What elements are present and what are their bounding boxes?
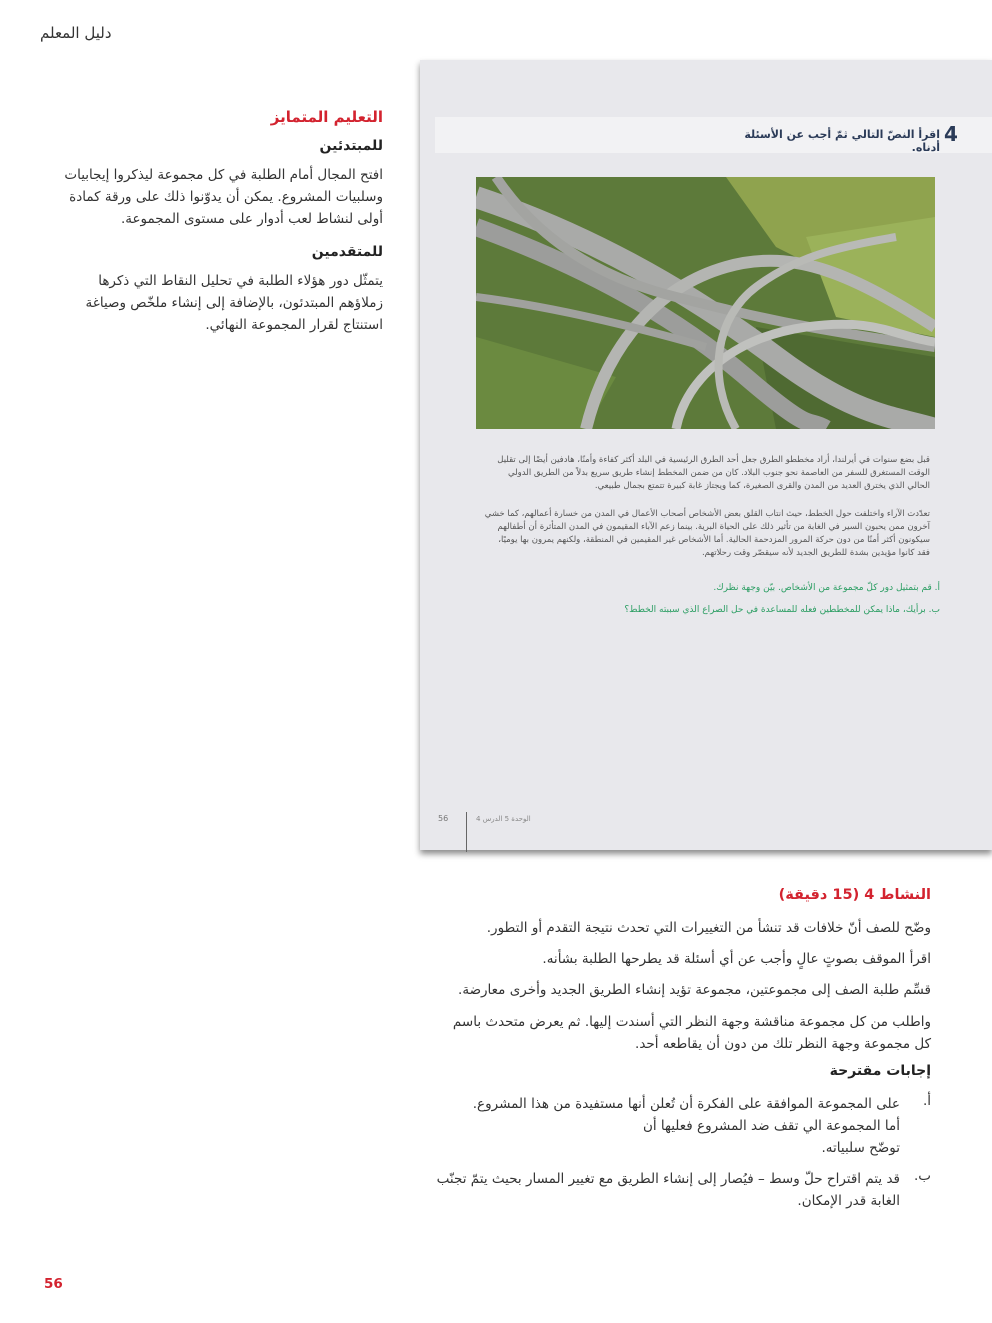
page-number: 56 <box>44 1276 63 1292</box>
activity-paragraph-3: قسِّم طلبة الصف إلى مجموعتين، مجموعة تؤيد إنشاء الطريق الجديد وأخرى معارضة. <box>458 982 931 998</box>
answer-a-line-3: توضّح سلبياته. <box>821 1140 900 1156</box>
answer-a-line-2: أما المجموعة الي تقف ضد المشروع فعليها أن <box>642 1118 900 1134</box>
page-header-title: دليل المعلم <box>40 24 112 42</box>
activity-paragraph-1: وضّح للصف أنّ خلافات قد تنشأ من التغييرات التي تحدث نتيجة التقدم أو التطور. <box>486 920 931 936</box>
activity-paragraph-4: واطلب من كل مجموعة مناقشة وجهة النظر التي أسندت إليها. ثم يعرض متحدث باسم كل مجموعة وجهة النظر تلك من دون أن يقاطعه أحد. <box>452 1014 931 1052</box>
answer-b-text: قد يتم اقتراح حلّ وسط – فيُصار إلى إنشاء الطريق مع تغيير المسار بحيث يتمّ تجنّب الغابة قدر الإمكان. <box>436 1171 900 1209</box>
passage-paragraph-1: قبل بضع سنوات في أيرلندا، أراد مخططو الطرق جعل أحد الطرق الرئيسية في البلد أكثر كفاءة وأمنًا، هادفين أيضًا إلى تقليل الوقت المستغرق للسفر من العاصمة نحو جنوب البلاد. كان من ضمن المخطط إنشاء طريق سريع بدلاً من الطريق الدولي الحالي الذي يخترق العديد من المدن والقرى الصغيرة، كما ويجتاز غابة كبيرة تتمتع بجمال طبيعي. <box>497 455 930 491</box>
activity-title: النشاط 4 (15 دقيقة) <box>778 887 931 903</box>
answers-title: إجابات مقترحة <box>829 1063 931 1079</box>
activity-paragraph-2: اقرأ الموقف بصوتٍ عالٍ وأجب عن أي أسئلة قد يطرحها الطلبة بشأنه. <box>542 951 931 967</box>
book-page-number: 56 <box>438 814 449 823</box>
answer-b-letter: ب. <box>913 1168 931 1184</box>
beginners-text: افتح المجال أمام الطلبة في كل مجموعة ليذكروا إيجابيات وسلبيات المشروع. يمكن أن يدوّنوا ذلك على ورقة كمادة أولى لنشاط لعب أدوار على مستوى المجموعة. <box>64 167 383 227</box>
answer-a-line-1: على المجموعة الموافقة على الفكرة أن تُعلن أنها مستفيدة من هذا المشروع. <box>472 1096 900 1112</box>
beginners-heading: للمبتدئين <box>319 138 383 154</box>
book-question-b: ب. برأيك، ماذا يمكن للمخططين فعله للمساعدة في حل الصراع الذي سببته الخطط؟ <box>624 605 940 615</box>
book-unit-label: الوحدة 5 الدرس 4 <box>476 815 531 823</box>
advanced-heading: للمتقدمين <box>311 244 383 260</box>
differentiated-title: التعليم المتمايز <box>270 108 383 126</box>
advanced-text: يتمثّل دور هؤلاء الطلبة في تحليل النقاط التي ذكرها زملاؤهم المبتدئون، بالإضافة إلى إنشاء ملخّص وصياغة استنتاج لقرار المجموعة النهائي. <box>85 273 383 333</box>
book-footer-divider <box>466 812 467 852</box>
question-number: 4 <box>944 122 958 146</box>
differentiated-section <box>55 108 383 350</box>
answer-a-letter: أ. <box>922 1093 931 1109</box>
question-instruction: اقرأ النصّ التالي ثمّ أجب عن الأسئلة أدناه. <box>744 128 940 154</box>
passage-paragraph-2: تعدّدت الآراء واختلفت حول الخطط، حيث انتاب القلق بعض الأشخاص أصحاب الأعمال في المدن من خسارة أعمالهم، كما خشي آخرون ممن يحبون السير في الغابة من تأثير ذلك على الحياة البرية. بينما زعم الآباء المقيمون في المدن المتأثرة أن أطفالهم سيكونون أكثر أمنًا من دون حركة المرور المزدحمة الحالية. أما الأشخاص غير المقيمين في المنطقة، ولكنهم يمرون بها يوميًا، فقد كانوا مؤيدين بشدة للطريق الجديد لأنه سيقصّر وقت رحلاتهم. <box>484 509 930 558</box>
highway-interchange-photo <box>476 177 935 429</box>
book-question-a: أ. قم بتمثيل دور كلّ مجموعة من الأشخاص. بيّن وجهة نظرك. <box>713 583 940 593</box>
